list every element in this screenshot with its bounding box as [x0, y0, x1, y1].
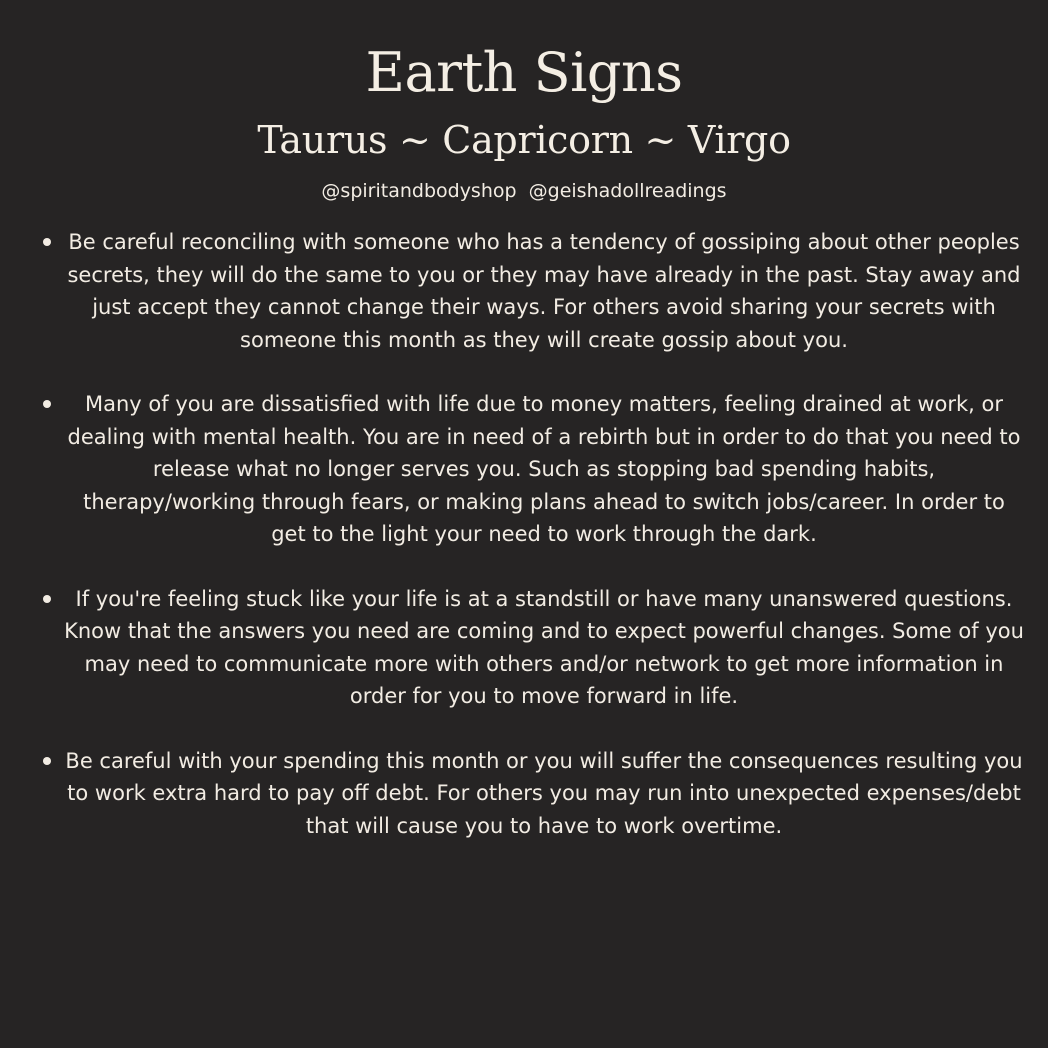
bullet-dot-icon [43, 757, 51, 765]
reading-item-4 [0, 745, 1048, 843]
bullet-dot-icon [43, 595, 51, 603]
bullet-dot-icon [43, 400, 51, 408]
bullet-dot-icon [43, 238, 51, 246]
page-subtitle: Taurus ~ Capricorn ~ Virgo [257, 118, 791, 162]
page-title: Earth Signs [365, 41, 683, 104]
social-handles: @spiritandbodyshop @geishadollreadings [321, 180, 727, 202]
reading-item-3 [0, 583, 1048, 713]
reading-text: If you're feeling stuck like your life is at a standstill or have many unanswered questions. Know that the answers you need are coming and to expect powerful changes. Some of you may need to communicate more with others and/or network to get more information in order for you to move forward in life. [64, 586, 1024, 708]
reading-list [0, 226, 1048, 842]
reading-text: Many of you are dissatisfied with life due to money matters, feeling drained at work, or dealing with mental health. You are in need of a rebirth but in order to do that you need to release what no longer serves you. Such as stopping bad spending habits, therapy/working through fears, or making plans ahead to switch jobs/career. In order to get to the light your need to work through the dark. [67, 392, 1021, 546]
reading-text: Be careful with your spending this month or you will suffer the consequences resulting you to work extra hard to pay off debt. For others you may run into unexpected expenses/debt that will cause you to have to work overtime. [65, 748, 1023, 838]
reading-item-2 [0, 388, 1048, 551]
reading-text: Be careful reconciling with someone who has a tendency of gossiping about other peoples secrets, they will do the same to you or they may have already in the past. Stay away and just accept they cannot change their ways. For others avoid sharing your secrets with someone this month as they will create gossip about you. [67, 230, 1021, 352]
reading-item-1 [0, 226, 1048, 356]
